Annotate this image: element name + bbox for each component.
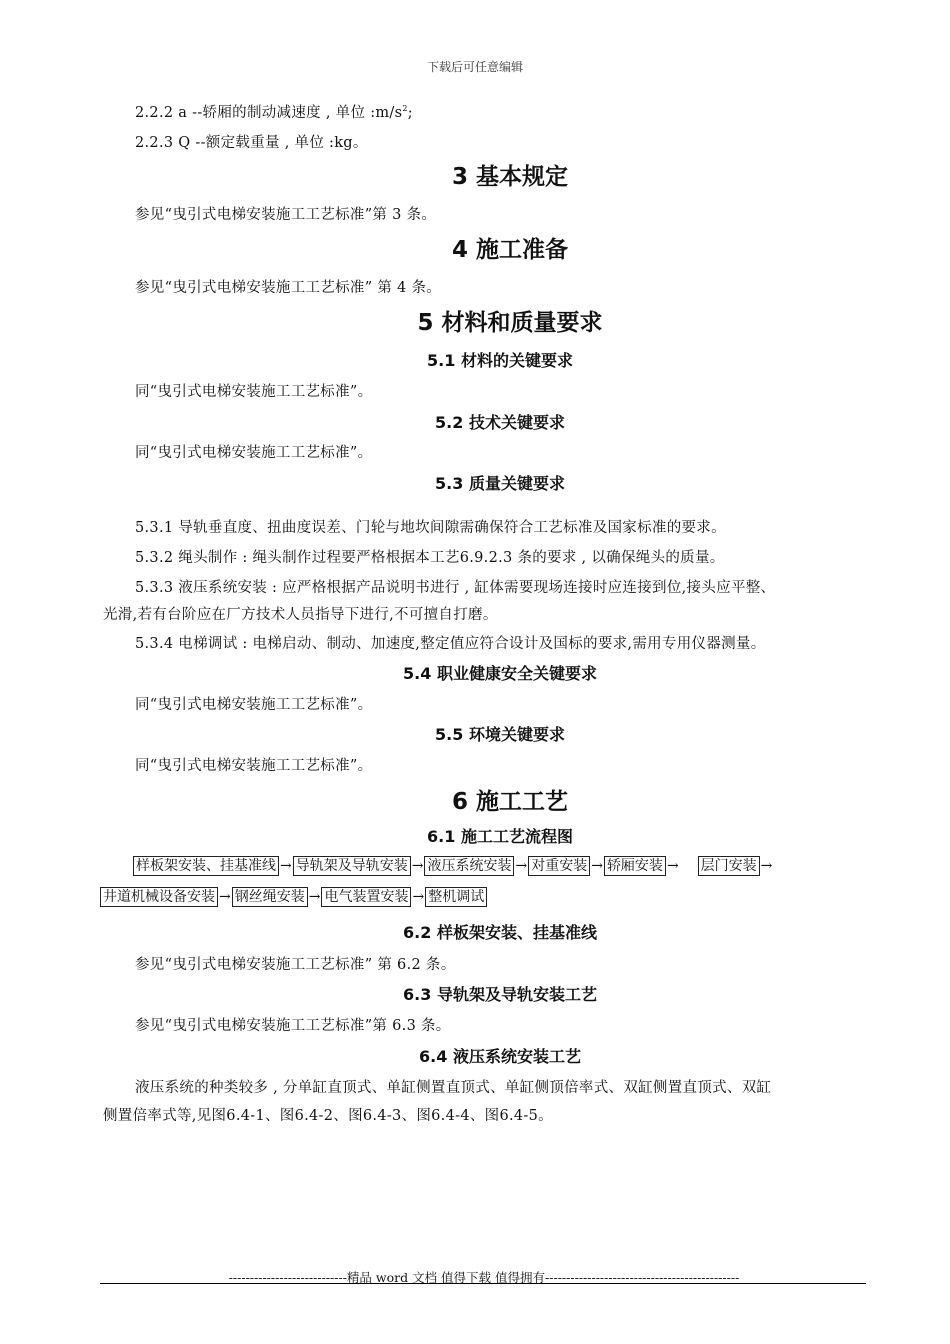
sec5-4-text: 同“曳引式电梯安装施工工艺标准”。 (135, 697, 373, 713)
def-line-a-text: 2.2.2 a --轿厢的制动减速度 , 单位 :m/s (135, 105, 403, 121)
flow-step-9: 电气装置安装 (321, 887, 411, 907)
flow-arrow-icon: → (308, 889, 321, 905)
page-header: 下载后可任意编辑 (426, 60, 523, 74)
flow-step-5: 轿厢安装 (604, 856, 666, 876)
heading-5-3: 5.3 质量关键要求 (435, 474, 565, 493)
flow-arrow-icon: → (591, 858, 603, 874)
def-line-a-sup: 2 (402, 104, 408, 114)
flow-step-10: 整机调试 (425, 887, 487, 907)
def-line-a-end: ; (407, 105, 413, 121)
heading-sec4: 4 施工准备 (451, 237, 568, 263)
para-5-3-3-line1: 5.3.3 液压系统安装 : 应严格根据产品说明书进行 , 缸体需要现场连接时应连接到位,接头应平整、 (135, 580, 776, 596)
flow-step-3: 液压系统安装 (424, 856, 514, 876)
para-6-4-line1: 液压系统的种类较多 , 分单缸直顶式、单缸侧置直顶式、单缸侧顶倍率式、双缸侧置直顶式、双缸 (135, 1080, 772, 1096)
heading-sec6: 6 施工工艺 (451, 789, 568, 815)
heading-6-1: 6.1 施工工艺流程图 (427, 827, 573, 846)
heading-5-2: 5.2 技术关键要求 (435, 413, 565, 432)
heading-5-5: 5.5 环境关键要求 (435, 725, 565, 744)
para-5-3-3-line2: 光滑,若有台阶应在厂方技术人员指导下进行,不可擅自打磨。 (103, 607, 498, 623)
sec4-text: 参见“曳引式电梯安装施工工艺标准” 第 4 条。 (135, 280, 442, 296)
sec6-2-text: 参见“曳引式电梯安装施工工艺标准” 第 6.2 条。 (135, 957, 456, 973)
heading-5-1: 5.1 材料的关键要求 (427, 351, 573, 370)
para-6-4-line2: 侧置倍率式等,见图6.4-1、图6.4-2、图6.4-3、图6.4-4、图6.4-5。 (103, 1108, 553, 1124)
sec6-3-text: 参见“曳引式电梯安装施工工艺标准”第 6.3 条。 (135, 1018, 451, 1034)
flow-step-8: 钢丝绳安装 (232, 887, 308, 907)
heading-6-2: 6.2 样板架安装、挂基准线 (403, 923, 597, 942)
footer-rule (100, 1283, 866, 1284)
def-line-q: 2.2.3 Q --额定载重量 , 单位 :kg。 (135, 135, 368, 151)
sec5-1-text: 同“曳引式电梯安装施工工艺标准”。 (135, 384, 373, 400)
sec5-2-text: 同“曳引式电梯安装施工工艺标准”。 (135, 445, 373, 461)
flow-step-7: 井道机械设备安装 (100, 887, 218, 907)
flow-arrow-icon: → (666, 858, 679, 874)
flow-arrow-icon: → (219, 889, 231, 905)
para-5-3-1: 5.3.1 导轨垂直度、扭曲度误差、门轮与地坎间隙需确保符合工艺标准及国家标准的要求。 (135, 520, 726, 536)
sec3-text: 参见“曳引式电梯安装施工工艺标准”第 3 条。 (135, 207, 437, 223)
sec5-5-text: 同“曳引式电梯安装施工工艺标准”。 (135, 758, 373, 774)
flow-step-1: 样板架安装、挂基准线 (133, 856, 279, 876)
heading-5-4: 5.4 职业健康安全关键要求 (403, 664, 597, 683)
flow-step-4: 对重安装 (528, 856, 590, 876)
heading-sec3: 3 基本规定 (451, 164, 568, 190)
para-5-3-2: 5.3.2 绳头制作 : 绳头制作过程要严格根据本工艺6.9.2.3 条的要求 , 以确保绳头的质量。 (135, 550, 725, 566)
flow-step-6: 层门安装 (698, 856, 760, 876)
flow-arrow-icon: → (412, 889, 425, 905)
para-5-3-4: 5.3.4 电梯调试 : 电梯启动、制动、加速度,整定值应符合设计及国标的要求,需用专用仪器测量。 (135, 636, 766, 652)
flowchart-row-1 (133, 856, 773, 876)
heading-6-4: 6.4 液压系统安装工艺 (419, 1047, 581, 1066)
flow-step-2: 导轨架及导轨安装 (293, 856, 411, 876)
flow-arrow-icon: → (280, 858, 292, 874)
flow-arrow-icon: → (760, 858, 773, 874)
flowchart-row-2 (100, 887, 487, 907)
flow-arrow-icon: → (515, 858, 528, 874)
def-line-a (135, 101, 413, 122)
flow-arrow-icon: → (411, 858, 424, 874)
heading-sec5: 5 材料和质量要求 (417, 310, 603, 336)
heading-6-3: 6.3 导轨架及导轨安装工艺 (403, 985, 597, 1004)
page-footer: ----------------------------精品 word 文档 值得下载 值得拥有---------------------------------------------- (228, 1270, 740, 1285)
